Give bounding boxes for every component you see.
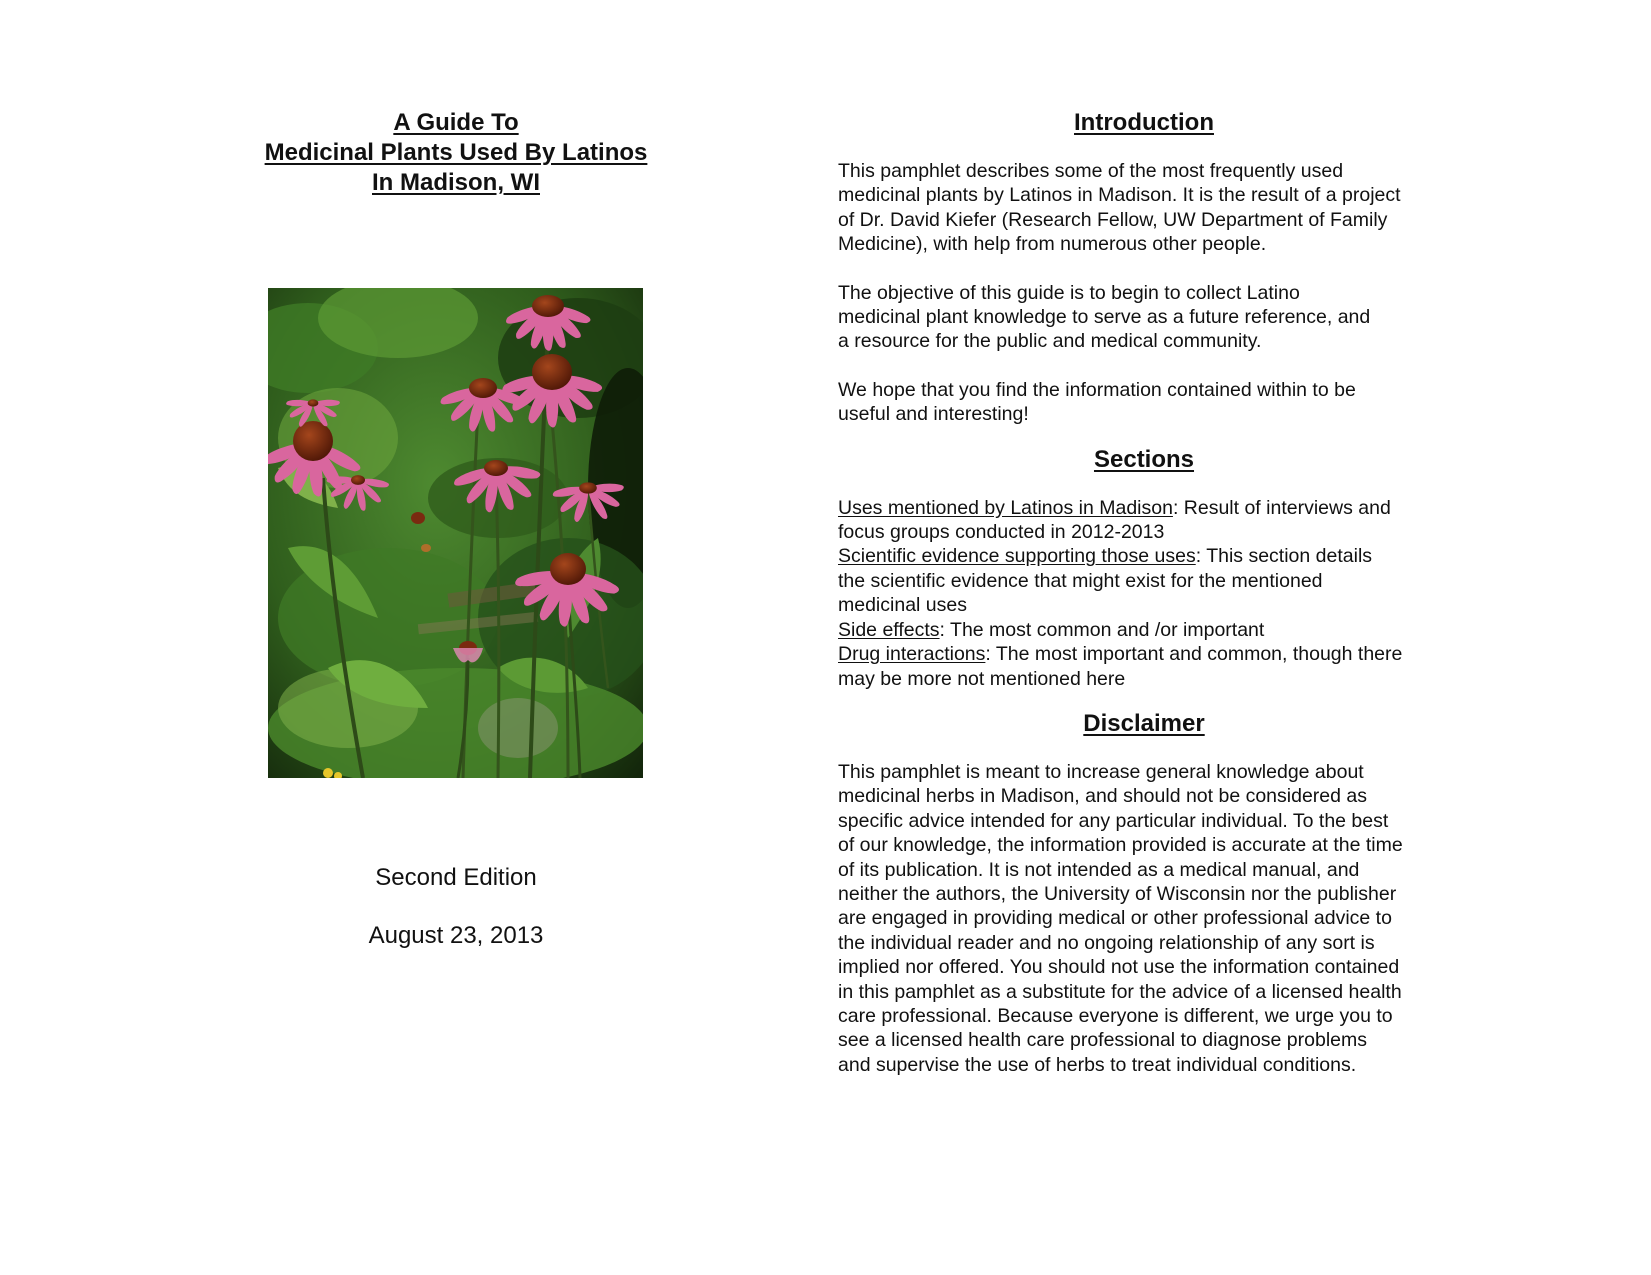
section-item (838, 642, 1450, 691)
cover-title-line-2: Medicinal Plants Used By Latinos (264, 139, 648, 166)
edition-date: August 23, 2013 (368, 922, 544, 949)
cover-title-line-3: In Madison, WI (372, 169, 540, 196)
sections-heading: Sections (1093, 445, 1195, 473)
intro-paragraph-1: This pamphlet describes some of the most frequently used medicinal plants by Latinos in Madison. It is the result of a project of Dr. David Kiefer (Research Fellow, UW Department of Family Medicine), with help from numerous other people. (838, 160, 1401, 256)
section-item (838, 618, 1450, 642)
section-desc: : This section details the scientific evidence that might exist for the mentioned medicinal uses (838, 545, 1373, 617)
cover-panel (230, 108, 682, 968)
section-desc: : The most important and common, though there may be more not mentioned here (838, 643, 1403, 690)
edition-label: Second Edition (375, 864, 537, 891)
disclaimer-heading: Disclaimer (1083, 709, 1205, 737)
section-desc: : The most common and /or important (939, 618, 1265, 641)
section-term: Uses mentioned by Latinos in Madison (838, 496, 1173, 519)
cover-title (230, 108, 682, 198)
intro-paragraph-2: The objective of this guide is to begin to collect Latino medicinal plant knowledge to serve as a future reference, and a resource for the public and medical community. (838, 281, 1371, 353)
section-term: Drug interactions (838, 643, 986, 666)
section-term: Scientific evidence supporting those uses (838, 545, 1196, 568)
intro-paragraph-3: We hope that you find the information contained within to be useful and interesting! (838, 378, 1356, 426)
cover-title-line-1: A Guide To (393, 109, 519, 136)
disclaimer-text: This pamphlet is meant to increase general knowledge about medicinal herbs in Madison, and should not be considered as specific advice intended for any particular individual. To the best of our knowledge, the information provided is accurate at the time of its publication. It is not intended as a medical manual, and neither the authors, the University of Wisconsin nor the publisher are engaged in providing medical or other professional advice to the individual reader and no ongoing relationship of any sort is implied nor offered. You should not use the information contained in this pamphlet as a substitute for the advice of a licensed health care professional. Because everyone is different, we urge you to see a licensed health care professional to diagnose problems and supervise the use of herbs to treat individual conditions. (838, 760, 1403, 1076)
introduction-heading: Introduction (1074, 109, 1214, 136)
edition-info (230, 863, 682, 951)
sections-list (838, 496, 1450, 691)
echinacea-flowers-photo (268, 288, 643, 778)
section-term: Side effects (838, 618, 940, 641)
section-desc: : Result of interviews and focus groups conducted in 2012-2013 (838, 496, 1391, 544)
section-item (838, 496, 1450, 545)
content-panel (838, 108, 1450, 1077)
section-item (838, 544, 1450, 617)
